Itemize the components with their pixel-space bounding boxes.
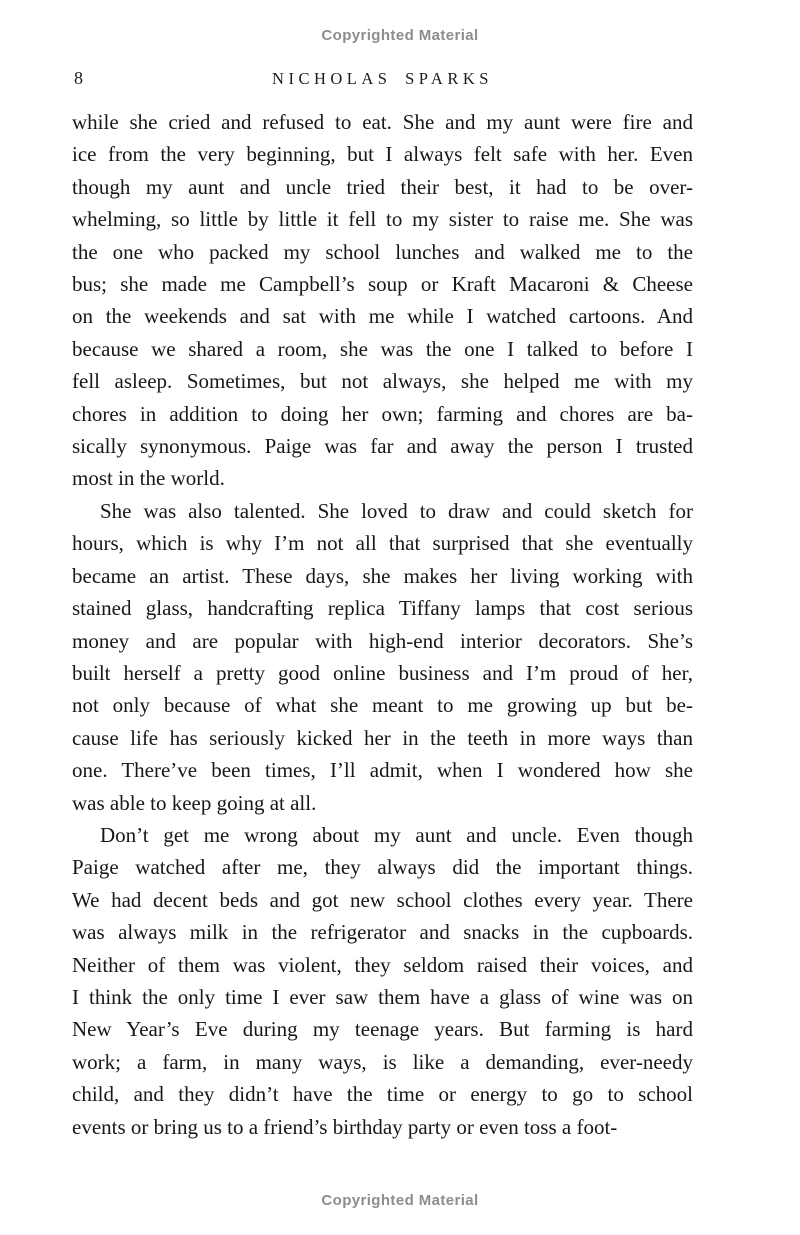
text-line: chores in addition to doing her own; farming and chores are ba- bbox=[72, 401, 693, 426]
text-line: bus; she made me Campbell’s soup or Kraft Macaroni & Cheese bbox=[72, 272, 693, 297]
copyright-notice-top: Copyrighted Material bbox=[321, 27, 479, 44]
text-line: events or bring us to a friend’s birthday party or even toss a foot- bbox=[72, 1114, 618, 1139]
page-number: 8 bbox=[74, 68, 83, 88]
text-line: one. There’ve been times, I’ll admit, when I wondered how she bbox=[72, 758, 693, 783]
text-line: on the weekends and sat with me while I watched cartoons. And bbox=[72, 304, 693, 329]
text-line: stained glass, handcrafting replica Tiffany lamps that cost serious bbox=[72, 596, 693, 621]
text-line: became an artist. These days, she makes her living working with bbox=[72, 563, 693, 588]
text-line: was always milk in the refrigerator and snacks in the cupboards. bbox=[72, 920, 693, 945]
text-line: hours, which is why I’m not all that surprised that she eventually bbox=[72, 531, 693, 556]
text-line: most in the world. bbox=[72, 466, 225, 491]
text-line: while she cried and refused to eat. She and my aunt were fire and bbox=[72, 110, 693, 134]
text-line: because we shared a room, she was the one I talked to before I bbox=[72, 336, 693, 361]
text-line: ice from the very beginning, but I always felt safe with her. Even bbox=[72, 142, 693, 167]
text-line: whelming, so little by little it fell to my sister to raise me. She was bbox=[72, 207, 693, 232]
text-line: the one who packed my school lunches and walked me to the bbox=[72, 239, 693, 264]
text-line: New Year’s Eve during my teenage years. But farming is hard bbox=[72, 1017, 693, 1042]
body-text bbox=[72, 106, 693, 1143]
text-line: money and are popular with high-end interior decorators. She’s bbox=[72, 628, 693, 653]
text-line: She was also talented. She loved to draw and could sketch for bbox=[100, 498, 693, 523]
text-line: child, and they didn’t have the time or energy to go to school bbox=[72, 1082, 693, 1107]
text-line: fell asleep. Sometimes, but not always, she helped me with my bbox=[72, 369, 693, 394]
paragraph bbox=[72, 495, 693, 819]
text-line: Paige watched after me, they always did the important things. bbox=[72, 855, 693, 880]
text-line: not only because of what she meant to me growing up but be- bbox=[72, 693, 693, 718]
text-line: I think the only time I ever saw them have a glass of wine was on bbox=[72, 984, 693, 1009]
text-line: work; a farm, in many ways, is like a demanding, ever-needy bbox=[72, 1049, 693, 1074]
paragraph bbox=[72, 819, 693, 1143]
copyright-notice-bottom: Copyrighted Material bbox=[321, 1192, 479, 1209]
paragraph bbox=[72, 106, 693, 495]
text-line: We had decent beds and got new school clothes every year. There bbox=[72, 887, 693, 912]
text-line: though my aunt and uncle tried their best, it had to be over- bbox=[72, 174, 693, 199]
author-running-head: NICHOLAS SPARKS bbox=[272, 69, 493, 88]
text-line: built herself a pretty good online business and I’m proud of her, bbox=[72, 660, 693, 685]
text-line: cause life has seriously kicked her in the teeth in more ways than bbox=[72, 725, 693, 750]
text-line: was able to keep going at all. bbox=[72, 790, 317, 815]
text-line: Neither of them was violent, they seldom raised their voices, and bbox=[72, 952, 693, 977]
text-line: Don’t get me wrong about my aunt and uncle. Even though bbox=[100, 822, 693, 847]
text-line: sically synonymous. Paige was far and away the person I trusted bbox=[72, 434, 693, 459]
running-header bbox=[72, 68, 693, 90]
